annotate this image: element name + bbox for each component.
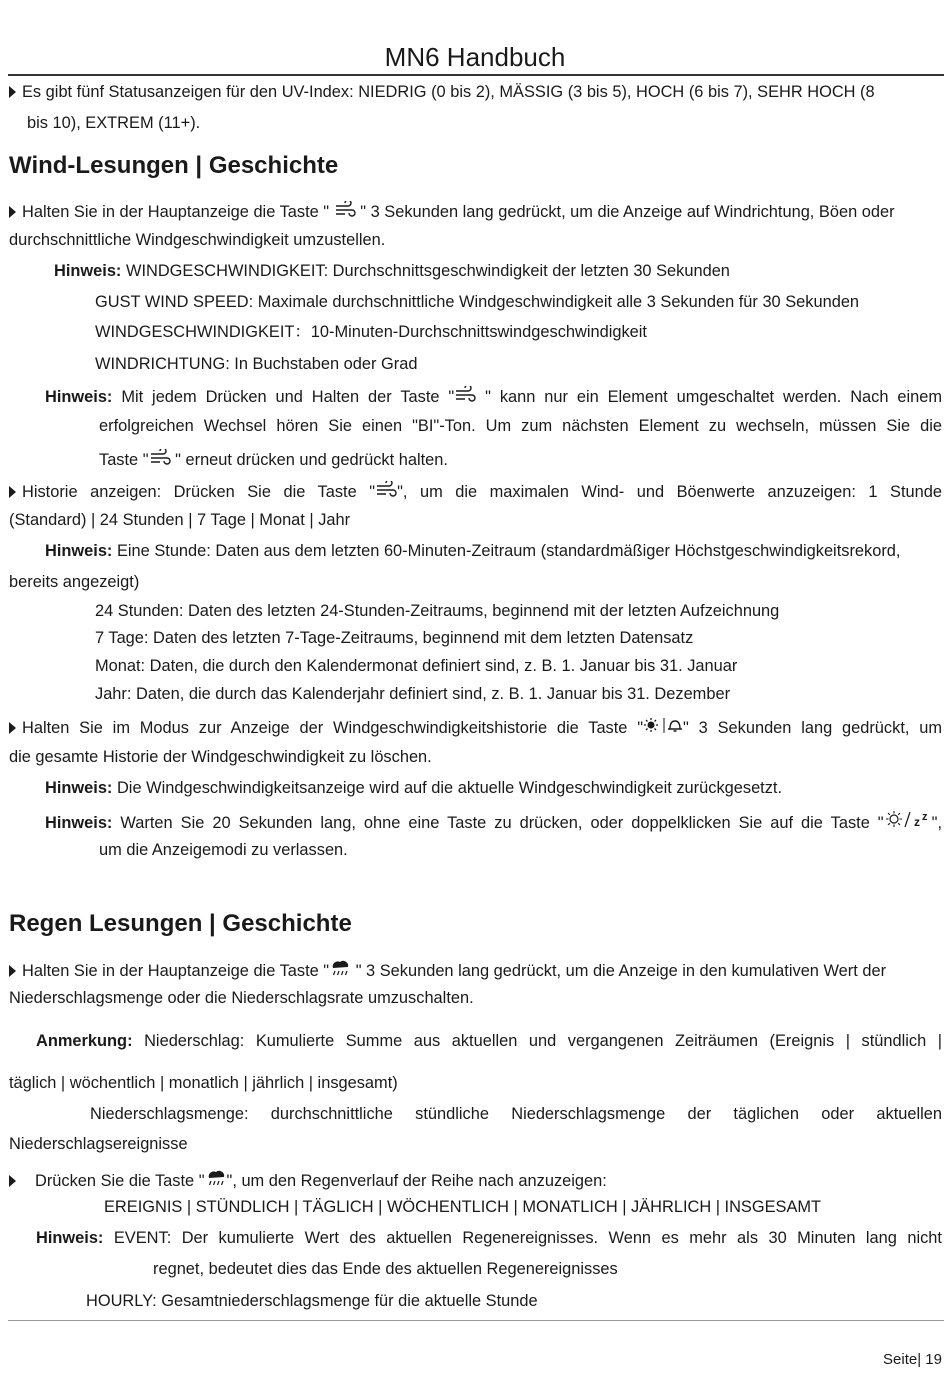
wind-button-icon bbox=[334, 201, 356, 219]
wind-reset-note: Hinweis: Die Windgeschwindigkeitsanzeige wird auf die aktuelle Windgeschwindigkeit zurückgesetzt. bbox=[45, 779, 783, 797]
wind-section-heading: Wind-Lesungen | Geschichte bbox=[9, 152, 339, 179]
wind-button-icon bbox=[454, 386, 476, 404]
wind-exit-note: Hinweis: Warten Sie 20 Sekunden lang, ohne eine Taste zu drücken, oder doppelklicken Sie auf die Taste " z z ", bbox=[45, 811, 943, 832]
wind-history-note-cont: bereits angezeigt) bbox=[9, 573, 140, 591]
wind-history-month: Monat: Daten, die durch den Kalendermonat definiert sind, z. B. 1. Januar bis 31. Januar bbox=[95, 657, 738, 675]
wind-note-press-line2: erfolgreichen Wechsel hören Sie einen "BI"-Ton. Um zum nächsten Element zu wechseln, müssen Sie die bbox=[99, 417, 942, 435]
bullet-arrow-icon bbox=[9, 1175, 16, 1187]
page-number: Seite| 19 bbox=[883, 1351, 942, 1368]
rain-hold-paragraph-cont: Niederschlagsmenge oder die Niederschlagsrate umzuschalten. bbox=[9, 989, 474, 1007]
wind-button-icon bbox=[375, 481, 397, 499]
bullet-arrow-icon bbox=[9, 206, 16, 218]
svg-text:z: z bbox=[913, 815, 920, 829]
backlight-snooze-button-icon bbox=[884, 810, 932, 830]
bullet-arrow-icon bbox=[9, 722, 16, 734]
rain-history-paragraph: Drücken Sie die Taste " ", um den Regenverlauf der Reihe nach anzuzeigen: bbox=[9, 1168, 607, 1191]
rain-button-icon bbox=[329, 958, 351, 978]
light-alarm-button-icon bbox=[643, 717, 683, 735]
rain-remark-line1: Anmerkung: Niederschlag: Kumulierte Summe aus aktuellen und vergangenen Zeiträumen (Ereignis | stündlich | bbox=[36, 1032, 943, 1050]
svg-text:z: z bbox=[921, 811, 928, 823]
uv-paragraph-line1: Es gibt fünf Statusanzeigen für den UV-Index: NIEDRIG (0 bis 2), MÄSSIG (3 bis 5), HOCH (6 bis 7), SEHR HOCH (8 bbox=[9, 82, 875, 102]
wind-note-4: WINDRICHTUNG: In Buchstaben oder Grad bbox=[95, 355, 418, 373]
wind-clear-paragraph: Halten Sie im Modus zur Anzeige der Windgeschwindigkeitshistorie die Taste " " 3 Sekunden lang gedrückt, um bbox=[9, 717, 942, 738]
wind-note-2: GUST WIND SPEED: Maximale durchschnittliche Windgeschwindigkeit alle 3 Sekunden für 30 Sekunden bbox=[95, 293, 860, 311]
wind-history-7d: 7 Tage: Daten des letzten 7-Tage-Zeitraums, beginnend mit dem letzten Datensatz bbox=[95, 629, 694, 647]
wind-note-press-line1: Hinweis: Mit jedem Drücken und Halten der Taste " " kann nur ein Element umgeschaltet werden. Nach einem bbox=[45, 386, 942, 407]
wind-clear-paragraph-cont: die gesamte Historie der Windgeschwindigkeit zu löschen. bbox=[9, 748, 432, 766]
wind-hold-paragraph: Halten Sie in der Hauptanzeige die Taste " " 3 Sekunden lang gedrückt, um die Anzeige auf Windrichtung, Böen oder bbox=[9, 201, 895, 222]
wind-history-year: Jahr: Daten, die durch das Kalenderjahr definiert sind, z. B. 1. Januar bis 31. Dezember bbox=[95, 685, 731, 703]
rain-remark-line4: Niederschlagsereignisse bbox=[9, 1135, 188, 1153]
rain-remark-line2: täglich | wöchentlich | monatlich | jährlich | insgesamt) bbox=[9, 1074, 398, 1092]
bullet-arrow-icon bbox=[9, 965, 16, 977]
page-title: MN6 Handbuch bbox=[384, 42, 566, 72]
wind-history-note: Hinweis: Eine Stunde: Daten aus dem letzten 60-Minuten-Zeitraum (standardmäßiger Höchstgeschwindigkeitsrekord, bbox=[45, 542, 901, 560]
rain-remark-line3: Niederschlagsmenge: durchschnittliche stündliche Niederschlagsmenge der täglichen oder aktuellen bbox=[90, 1105, 942, 1123]
rain-hold-paragraph: Halten Sie in der Hauptanzeige die Taste " " 3 Sekunden lang gedrückt, um die Anzeige in den kumulativen Wert der bbox=[9, 958, 886, 981]
bullet-arrow-icon bbox=[9, 486, 16, 498]
wind-note-1: Hinweis: WINDGESCHWINDIGKEIT: Durchschnittsgeschwindigkeit der letzten 30 Sekunden bbox=[54, 262, 730, 280]
header-rule bbox=[8, 74, 944, 76]
rain-event-note-cont: regnet, bedeutet dies das Ende des aktuellen Regenereignisses bbox=[153, 1260, 618, 1278]
rain-button-icon bbox=[205, 1168, 227, 1188]
rain-hourly-note: HOURLY: Gesamtniederschlagsmenge für die aktuelle Stunde bbox=[86, 1292, 538, 1310]
wind-history-paragraph: Historie anzeigen: Drücken Sie die Taste " ", um die maximalen Wind- und Böenwerte anzuzeigen: 1 Stunde bbox=[9, 481, 942, 502]
wind-hold-paragraph-cont: durchschnittliche Windgeschwindigkeit umzustellen. bbox=[9, 231, 386, 249]
uv-paragraph-line2: bis 10), EXTREM (11+). bbox=[27, 114, 201, 132]
wind-exit-note-cont: um die Anzeigemodi zu verlassen. bbox=[99, 841, 348, 859]
wind-note-3: WINDGESCHWINDIGKEIT：10-Minuten-Durchschnittswindgeschwindigkeit bbox=[95, 323, 647, 341]
wind-history-paragraph-cont: (Standard) | 24 Stunden | 7 Tage | Monat | Jahr bbox=[9, 511, 351, 529]
rain-section-heading: Regen Lesungen | Geschichte bbox=[9, 910, 352, 937]
rain-event-note: Hinweis: EVENT: Der kumulierte Wert des aktuellen Regenereignisses. Wenn es mehr als 30 Minuten lang nicht bbox=[36, 1229, 942, 1247]
footer-rule bbox=[8, 1320, 944, 1321]
bullet-arrow-icon bbox=[9, 86, 16, 98]
wind-button-icon bbox=[149, 449, 171, 467]
rain-modes-list: EREIGNIS | STÜNDLICH | TÄGLICH | WÖCHENTLICH | MONATLICH | JÄHRLICH | INSGESAMT bbox=[104, 1198, 822, 1216]
wind-history-24h: 24 Stunden: Daten des letzten 24-Stunden-Zeitraums, beginnend mit der letzten Aufzeichnung bbox=[95, 602, 780, 620]
wind-note-press-line3: Taste " " erneut drücken und gedrückt halten. bbox=[99, 449, 448, 470]
